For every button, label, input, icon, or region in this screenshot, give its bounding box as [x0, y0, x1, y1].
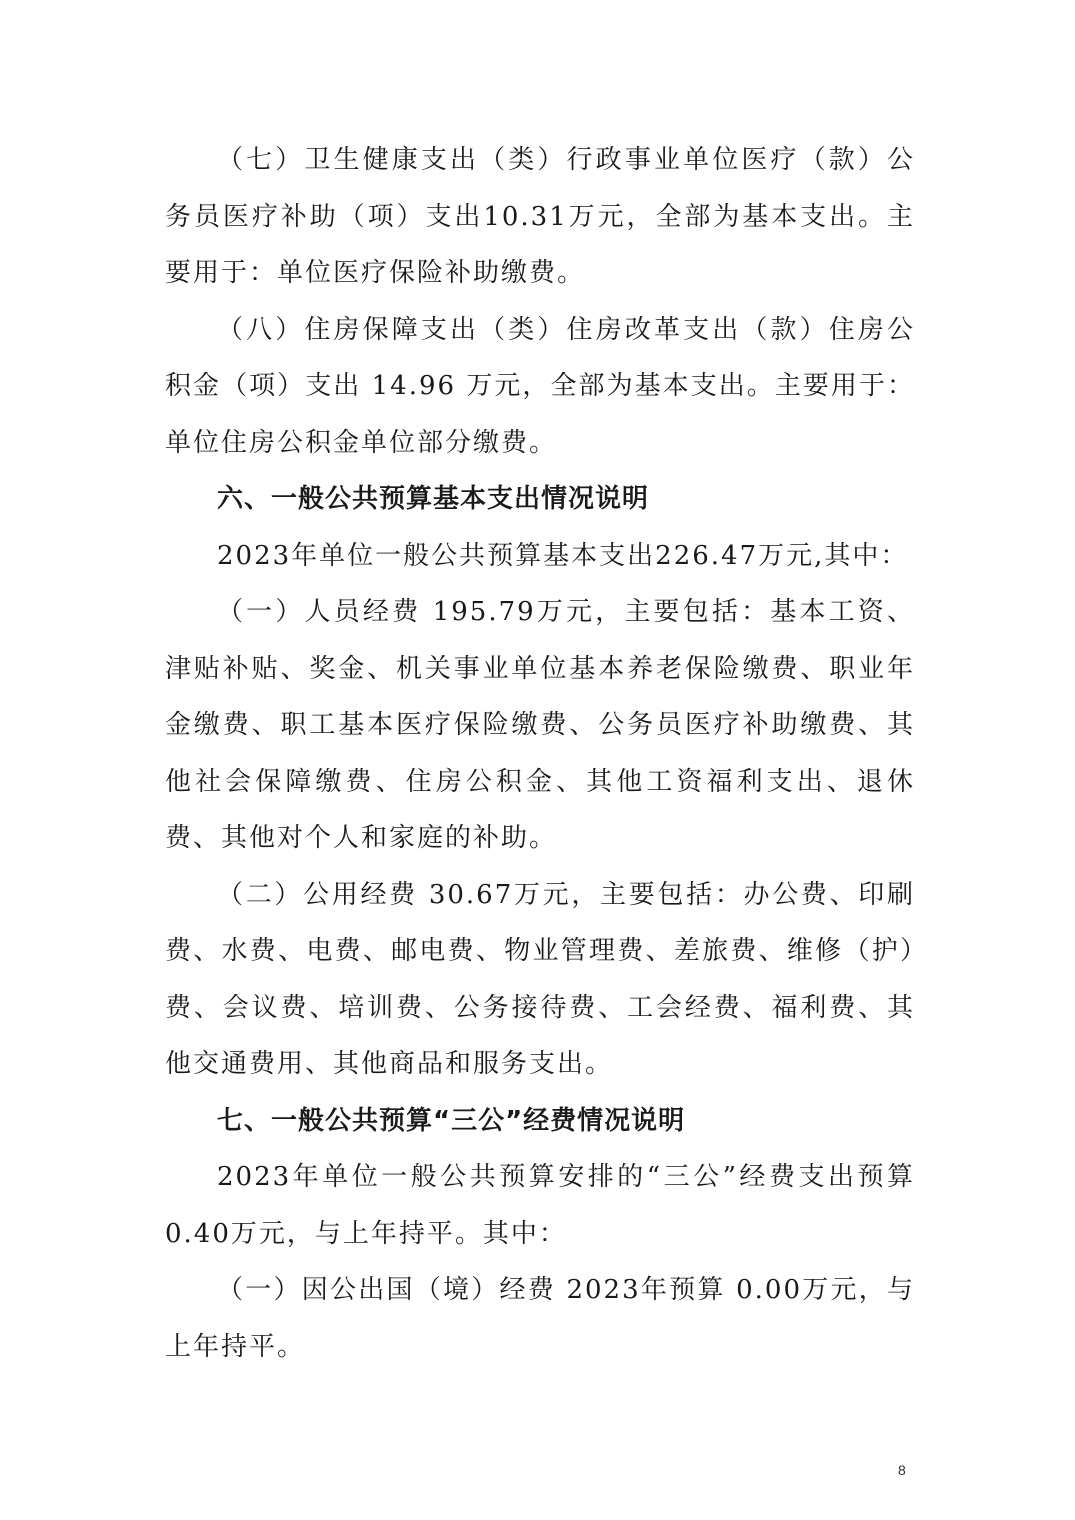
- paragraph-housing-expenditure: （八）住房保障支出（类）住房改革支出（款）住房公积金（项）支出 14.96 万元，全部为基本支出。主要用于：单位住房公积金单位部分缴费。: [165, 314, 915, 458]
- section-heading-basic-expenditure: 六、一般公共预算基本支出情况说明: [217, 484, 650, 514]
- section-heading-three-public: 七、一般公共预算“三公”经费情况说明: [217, 1105, 686, 1136]
- paragraph-overseas-travel: （一）因公出国（境）经费 2023年预算 0.00万元，与上年持平。: [165, 1275, 915, 1362]
- page-number: 8: [898, 1462, 906, 1478]
- paragraph-basic-expenditure-total: 2023年单位一般公共预算基本支出226.47万元,其中：: [217, 540, 909, 571]
- document-body: [165, 132, 915, 1375]
- paragraph-health-expenditure: （七）卫生健康支出（类）行政事业单位医疗（款）公务员医疗补助（项）支出10.31万元，全部为基本支出。主要用于：单位医疗保险补助缴费。: [165, 145, 915, 288]
- paragraph-three-public-total: 2023年单位一般公共预算安排的“三公”经费支出预算0.40万元，与上年持平。其中：: [165, 1162, 915, 1249]
- paragraph-personnel-expenses: （一）人员经费 195.79万元，主要包括：基本工资、津贴补贴、奖金、机关事业单位基本养老保险缴费、职业年金缴费、职工基本医疗保险缴费、公务员医疗补助缴费、其他社会保障缴费、住房公积金、其他工资福利支出、退休费、其他对个人和家庭的补助。: [165, 597, 915, 853]
- paragraph-public-expenses: （二）公用经费 30.67万元，主要包括：办公费、印刷费、水费、电费、邮电费、物业管理费、差旅费、维修（护）费、会议费、培训费、公务接待费、工会经费、福利费、其他交通费用、其他商品和服务支出。: [165, 879, 915, 1079]
